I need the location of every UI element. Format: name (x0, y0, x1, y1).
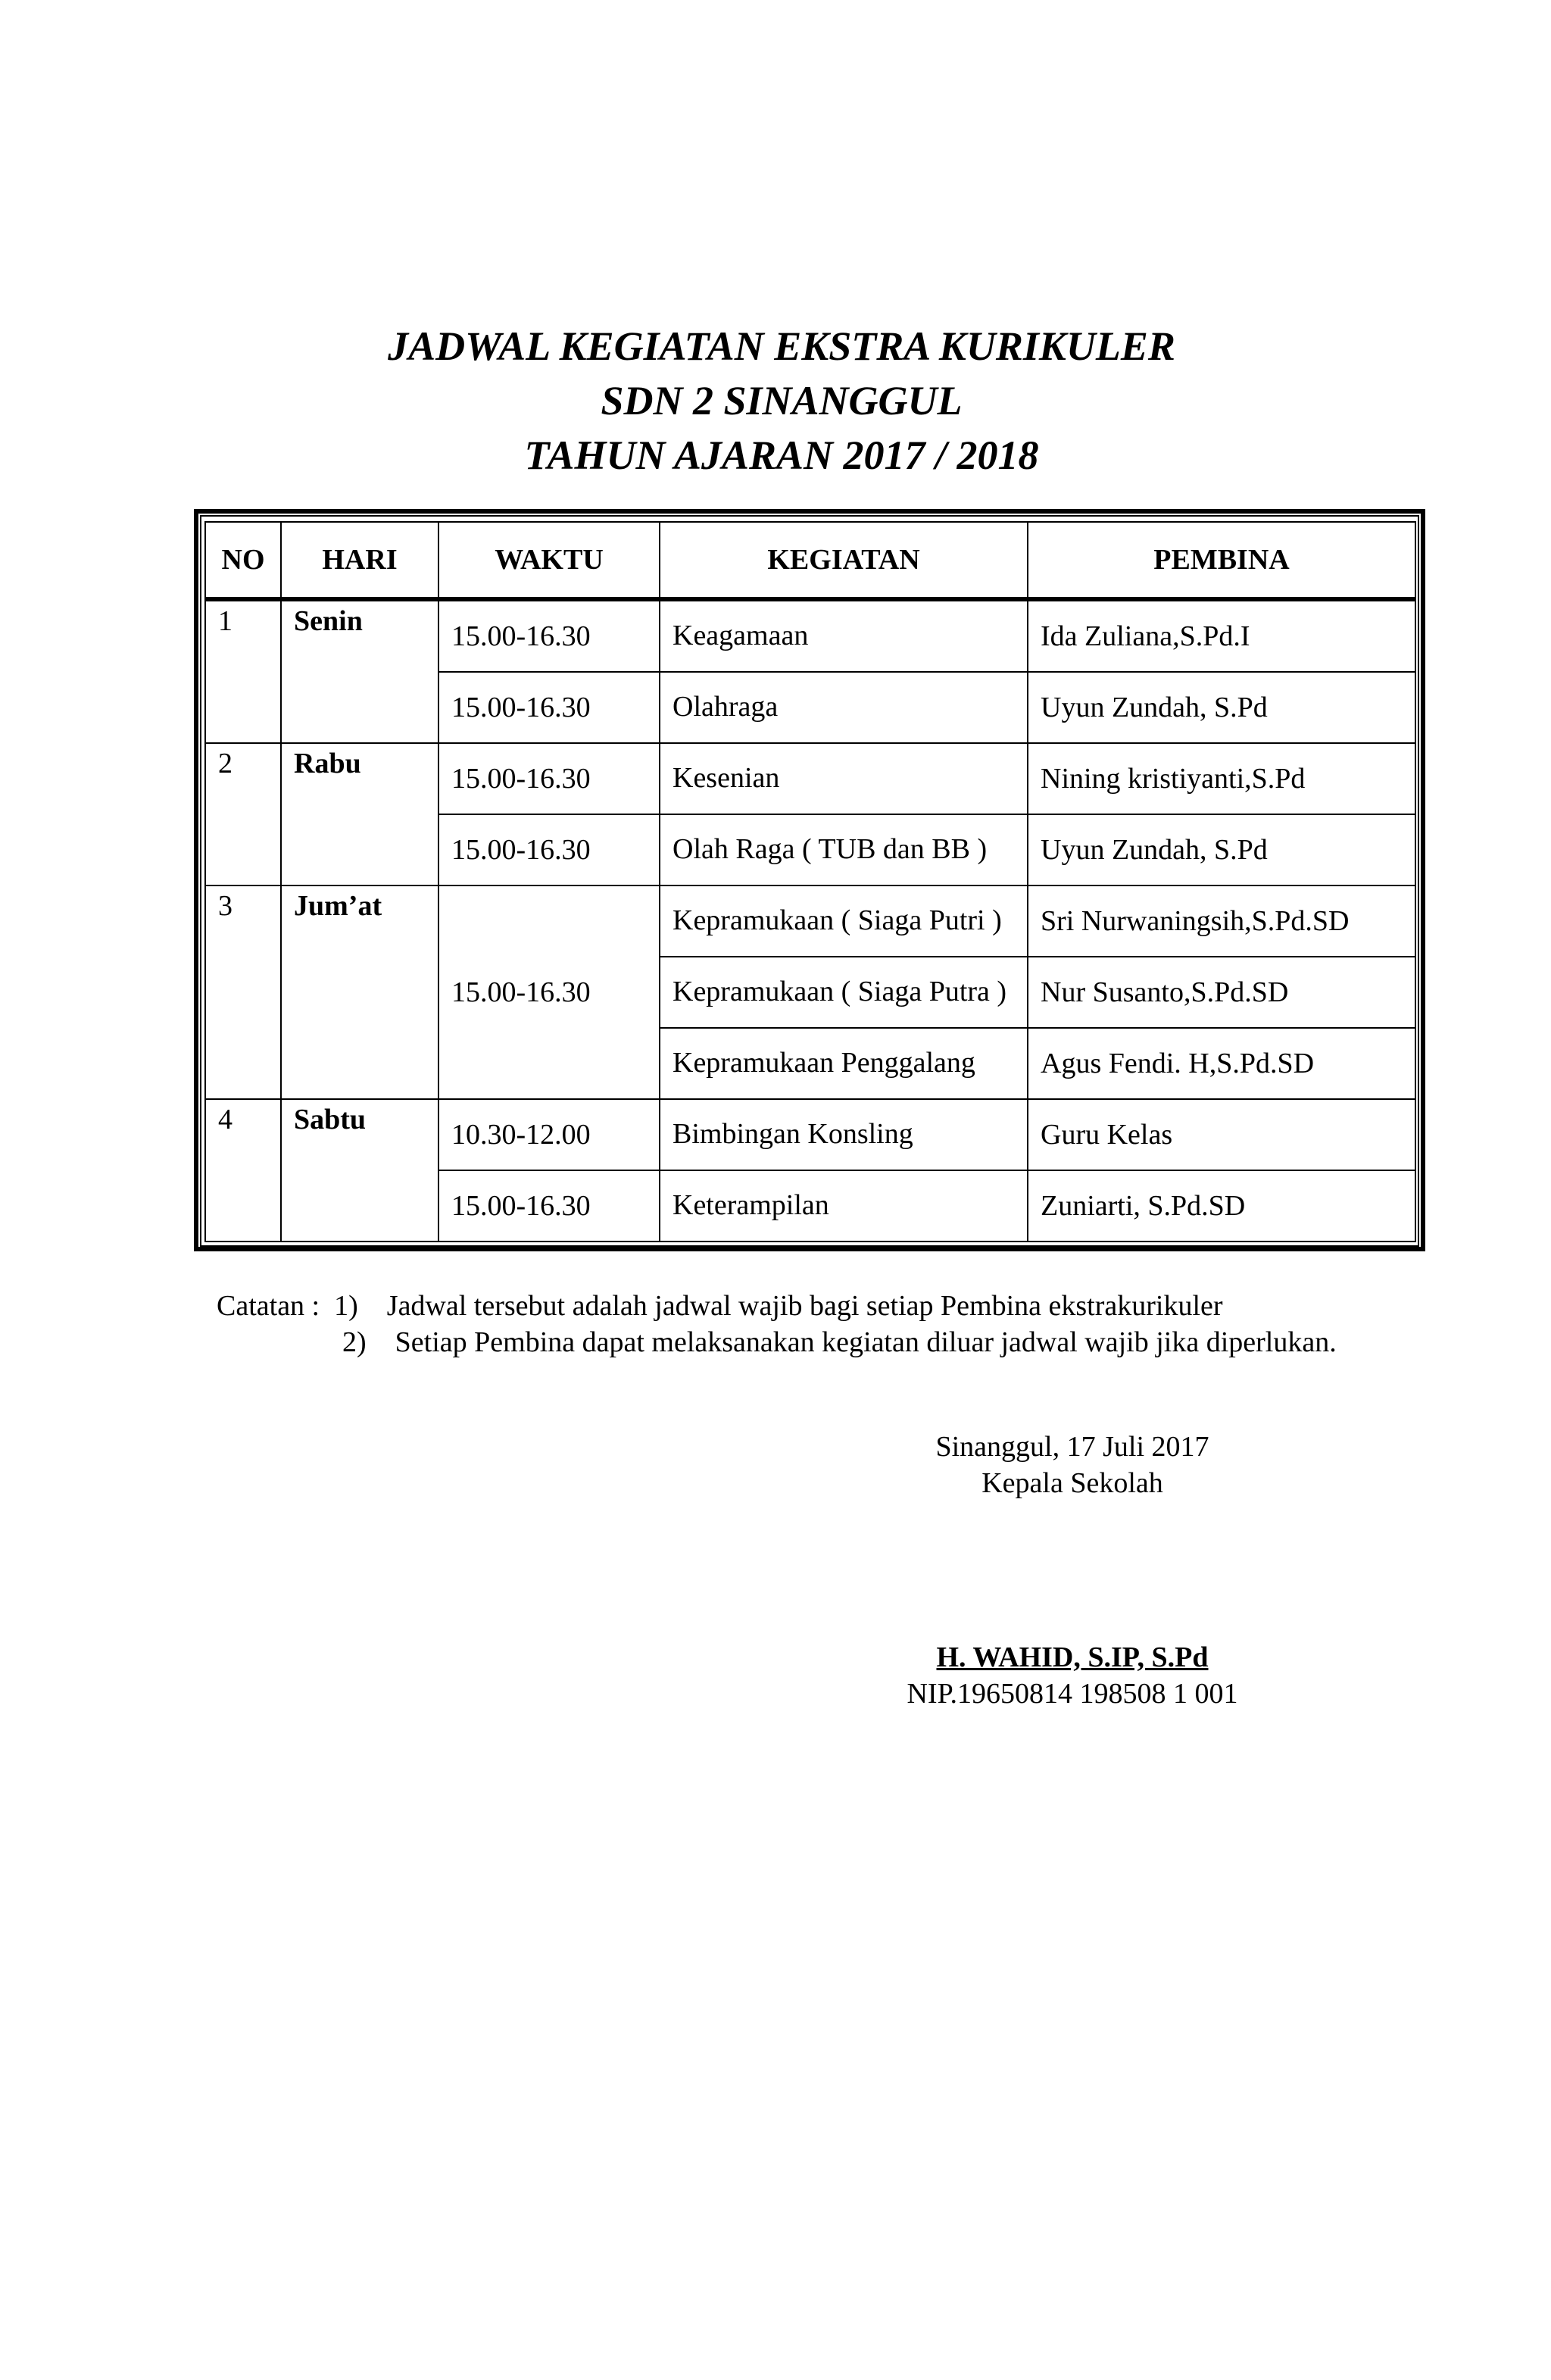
cell-kegiatan: Keterampilan (660, 1170, 1028, 1242)
signatory-nip: NIP.19650814 198508 1 001 (907, 1678, 1238, 1710)
header-pembina: PEMBINA (1028, 522, 1415, 599)
cell-kegiatan: Kesenian (660, 743, 1028, 814)
schedule-table (204, 521, 1416, 1242)
cell-waktu: 15.00-16.30 (438, 885, 660, 1099)
cell-waktu: 15.00-16.30 (438, 672, 660, 743)
cell-hari: Rabu (281, 743, 438, 885)
table-frame-bottom (439, 1247, 1425, 1251)
header-hari: HARI (281, 522, 438, 599)
cell-no: 2 (205, 743, 281, 885)
cell-waktu: 15.00-16.30 (438, 1170, 660, 1242)
cell-pembina: Uyun Zundah, S.Pd (1028, 672, 1415, 743)
title-line-3: TAHUN AJARAN 2017 / 2018 (524, 433, 1039, 478)
place-date: Sinanggul, 17 Juli 2017 (935, 1431, 1209, 1463)
cell-hari: Sabtu (281, 1099, 438, 1242)
cell-waktu: 15.00-16.30 (438, 814, 660, 885)
note-number: 1) (334, 1290, 358, 1322)
cell-pembina: Uyun Zundah, S.Pd (1028, 814, 1415, 885)
table-row (205, 885, 1415, 957)
table-row (205, 599, 1415, 672)
cell-hari: Jum’at (281, 885, 438, 1099)
cell-waktu: 15.00-16.30 (438, 743, 660, 814)
cell-kegiatan: Olahraga (660, 672, 1028, 743)
cell-no: 1 (205, 599, 281, 743)
cell-kegiatan: Kepramukaan Penggalang (660, 1028, 1028, 1099)
note-text: Jadwal tersebut adalah jadwal wajib bagi setiap Pembina ekstrakurikuler (386, 1290, 1223, 1322)
signature-block (845, 1429, 1300, 1501)
cell-no: 3 (205, 885, 281, 1099)
note-line-1 (217, 1288, 1337, 1324)
notes-label: Catatan : (217, 1290, 320, 1322)
cell-hari: Senin (281, 599, 438, 743)
signature-name-block (845, 1639, 1300, 1712)
table-header-row (205, 522, 1415, 599)
header-waktu: WAKTU (438, 522, 660, 599)
cell-pembina: Agus Fendi. H,S.Pd.SD (1028, 1028, 1415, 1099)
signatory-name: H. WAHID, S.IP, S.Pd (936, 1641, 1209, 1673)
cell-kegiatan: Olah Raga ( TUB dan BB ) (660, 814, 1028, 885)
signature-position: Kepala Sekolah (981, 1467, 1163, 1499)
cell-pembina: Guru Kelas (1028, 1099, 1415, 1170)
cell-pembina: Nur Susanto,S.Pd.SD (1028, 957, 1415, 1028)
notes-section (217, 1288, 1337, 1360)
cell-kegiatan: Kepramukaan ( Siaga Putra ) (660, 957, 1028, 1028)
cell-pembina: Sri Nurwaningsih,S.Pd.SD (1028, 885, 1415, 957)
note-text: Setiap Pembina dapat melaksanakan kegiatan diluar jadwal wajib jika diperlukan. (395, 1326, 1337, 1358)
table-row (205, 1099, 1415, 1170)
cell-kegiatan: Keagamaan (660, 599, 1028, 672)
cell-kegiatan: Kepramukaan ( Siaga Putri ) (660, 885, 1028, 957)
cell-waktu: 15.00-16.30 (438, 599, 660, 672)
note-number: 2) (342, 1326, 367, 1358)
cell-pembina: Zuniarti, S.Pd.SD (1028, 1170, 1415, 1242)
cell-pembina: Nining kristiyanti,S.Pd (1028, 743, 1415, 814)
header-no: NO (205, 522, 281, 599)
title-line-2: SDN 2 SINANGGUL (601, 378, 963, 423)
note-line-2 (217, 1324, 1337, 1360)
header-kegiatan: KEGIATAN (660, 522, 1028, 599)
title-line-1: JADWAL KEGIATAN EKSTRA KURIKULER (388, 323, 1175, 369)
table-row (205, 743, 1415, 814)
cell-waktu: 10.30-12.00 (438, 1099, 660, 1170)
cell-pembina: Ida Zuliana,S.Pd.I (1028, 599, 1415, 672)
cell-kegiatan: Bimbingan Konsling (660, 1099, 1028, 1170)
cell-no: 4 (205, 1099, 281, 1242)
